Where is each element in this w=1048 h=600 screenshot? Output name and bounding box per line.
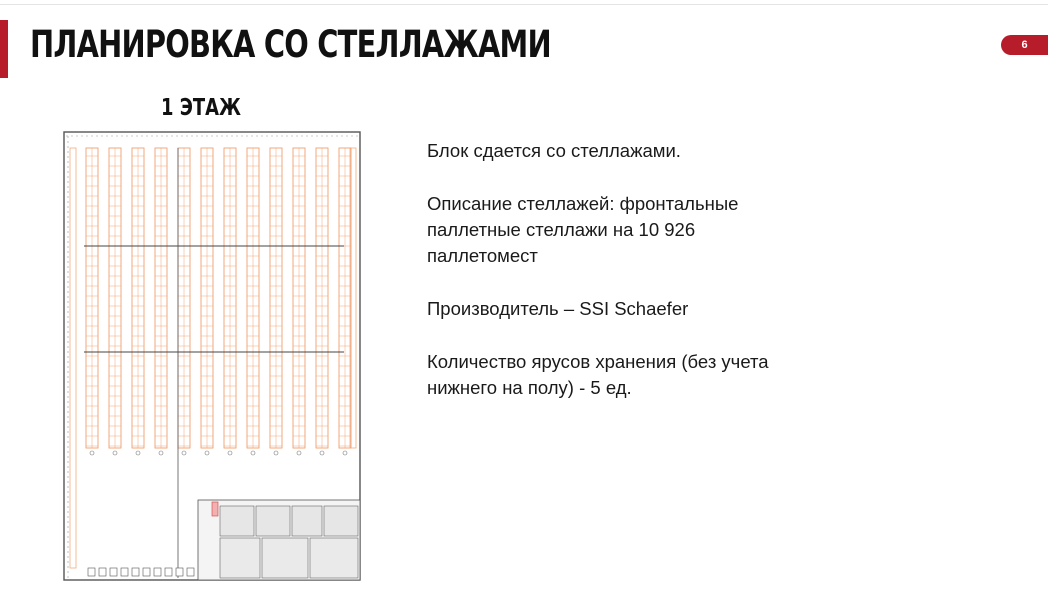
top-divider — [0, 4, 1048, 5]
dock-door — [121, 568, 128, 576]
description-paragraph — [427, 138, 847, 164]
dock-door — [176, 568, 183, 576]
description-paragraph — [427, 296, 847, 322]
dock-door — [143, 568, 150, 576]
description-line: Количество ярусов хранения (без учета — [427, 351, 769, 372]
description-line: Описание стеллажей: фронтальные — [427, 193, 739, 214]
title-accent-bar — [0, 20, 8, 78]
dock-door — [154, 568, 161, 576]
dock-door — [88, 568, 95, 576]
slide-title: ПЛАНИРОВКА СО СТЕЛЛАЖАМИ — [30, 23, 551, 66]
warehouse-floor-plan — [60, 128, 364, 588]
dock-door — [165, 568, 172, 576]
floor-label: 1 ЭТАЖ — [161, 95, 241, 121]
page-number-badge: 6 — [1001, 35, 1048, 55]
office-block — [198, 500, 360, 580]
dock-door — [110, 568, 117, 576]
dock-door — [132, 568, 139, 576]
description-line: нижнего на полу) - 5 ед. — [427, 377, 632, 398]
description-line: паллетные стеллажи на 10 926 — [427, 219, 696, 240]
description-line: Производитель – SSI Schaefer — [427, 298, 689, 319]
dock-door — [99, 568, 106, 576]
description-paragraph — [427, 191, 847, 269]
description-line: Блок сдается со стеллажами. — [427, 140, 681, 161]
description-line: паллетомест — [427, 245, 538, 266]
description-block — [427, 138, 847, 401]
description-paragraph — [427, 349, 847, 401]
dock-door — [187, 568, 194, 576]
